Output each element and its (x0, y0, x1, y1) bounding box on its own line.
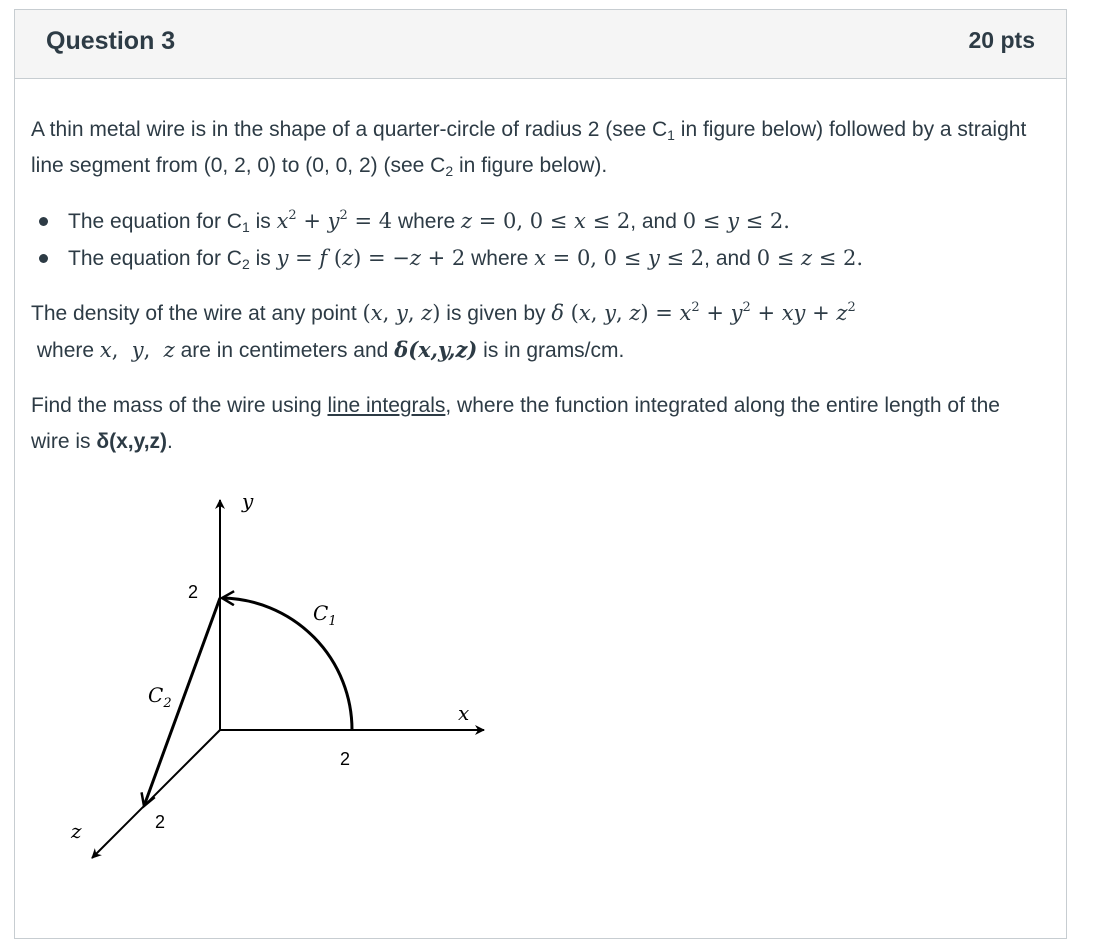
question-intro: A thin metal wire is in the shape of a quarter-circle of radius 2 (see $C_1$ in figure below) followed by a straight line segment from (0, 2, 0) to (0, 0, 2) (see $C_2$ in figure below). (31, 118, 1027, 179)
list-item: The equation for $C_2$ is y = f (z) = −z + 2 where x = 0, 0 ≤ y ≤ 2, and 0 ≤ z ≤ 2. (68, 240, 1031, 277)
x-tick-label: 2 (340, 749, 351, 769)
y-tick-label: 2 (188, 582, 199, 602)
z-axis-label: z (71, 819, 82, 843)
question-points: 20 pts (968, 27, 1035, 53)
c2-label: $C_2$ (148, 683, 172, 711)
list-item: The equation for $C_1$ is $x^2 + y^2 = 4$ where z = 0, 0 ≤ x ≤ 2, and 0 ≤ y ≤ 2. (68, 203, 1031, 240)
task-paragraph: Find the mass of the wire using line integrals, where the function integrated along the entire length of the wire is δ(x,y,z). (31, 394, 1000, 453)
density-paragraph: The density of the wire at any point (x, y, z) is given by δ (x, y, $z) = x^2 + y^2$ + xy + $z^2$ where x, y, z are in centimeters and δ(x,y,z) is in grams/cm. (31, 300, 856, 362)
x-axis-label: x (458, 701, 470, 725)
z-tick-label: 2 (155, 812, 166, 832)
z-axis (92, 730, 220, 858)
c1-label: $C_1$ (313, 601, 337, 629)
y-axis-label: y (242, 489, 254, 513)
question-title: Question 3 (46, 27, 176, 55)
line-integrals-link[interactable]: line integrals (327, 394, 446, 417)
